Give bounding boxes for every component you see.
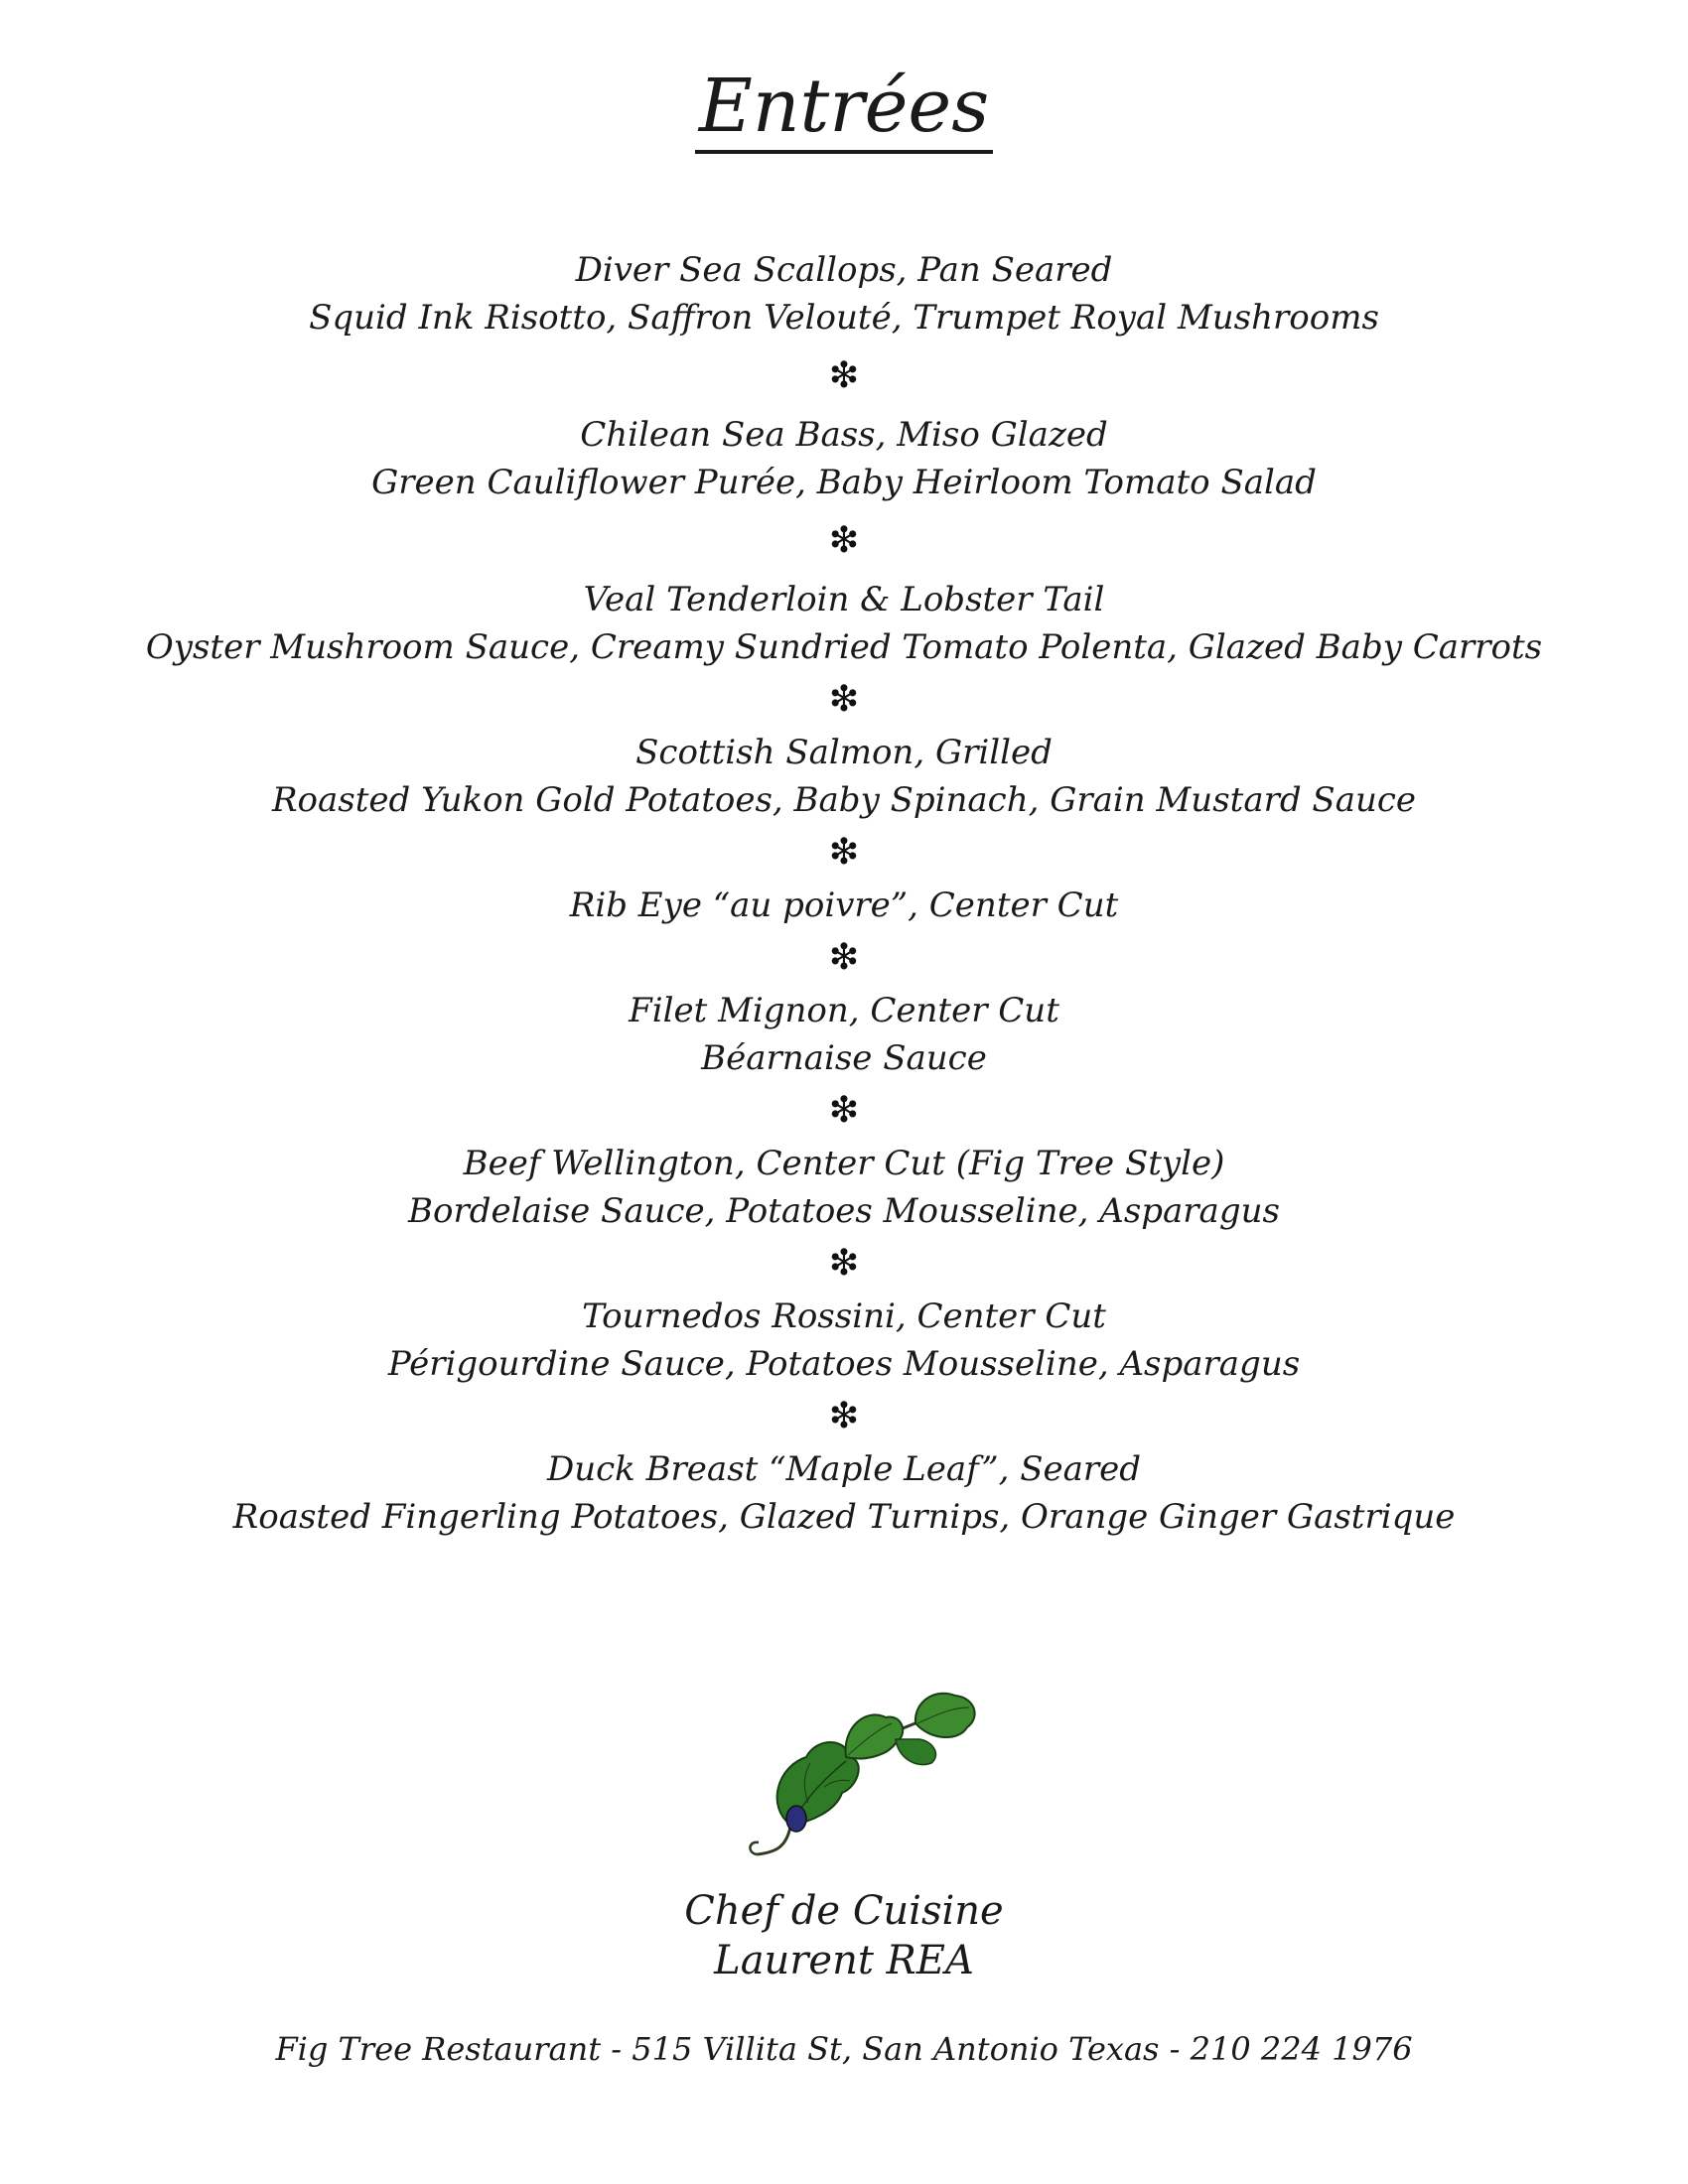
- dish-description: Green Cauliflower Purée, Baby Heirloom Tomato Salad: [371, 463, 1317, 502]
- separator-icon: ❇: [828, 1090, 860, 1131]
- chef-name: Laurent REA: [714, 1938, 974, 1983]
- page-title: Entrées: [0, 62, 1688, 154]
- dish-name: Chilean Sea Bass, Miso Glazed: [580, 415, 1108, 455]
- separator-icon: ❇: [828, 832, 860, 873]
- leaf-right: [915, 1694, 975, 1737]
- separator-icon: ❇: [828, 355, 860, 396]
- menu-item: [0, 729, 1688, 824]
- dish-name: Diver Sea Scallops, Pan Seared: [575, 250, 1113, 290]
- dish-name: Rib Eye “au poivre”, Center Cut: [569, 886, 1119, 925]
- dish-name: Veal Tenderloin & Lobster Tail: [583, 580, 1105, 619]
- dish-description: Périgourdine Sauce, Potatoes Mousseline, Asparagus: [387, 1344, 1301, 1384]
- sprig-curl: [750, 1843, 759, 1854]
- dish-name: Tournedos Rossini, Center Cut: [582, 1297, 1106, 1336]
- leaf-top: [846, 1714, 904, 1758]
- menu-item: [0, 1445, 1688, 1541]
- dish-name: Filet Mignon, Center Cut: [629, 991, 1059, 1030]
- dish-description: Bordelaise Sauce, Potatoes Mousseline, Asparagus: [408, 1191, 1280, 1231]
- chef-signature: [0, 1886, 1688, 1985]
- dish-name: Scottish Salmon, Grilled: [635, 733, 1053, 772]
- separator-icon: ❇: [828, 1396, 860, 1436]
- dish-description: Béarnaise Sauce: [701, 1038, 987, 1078]
- dish-description: Roasted Fingerling Potatoes, Glazed Turnips, Orange Ginger Gastrique: [232, 1497, 1456, 1537]
- menu-item: [0, 1293, 1688, 1388]
- dish-name: Beef Wellington, Center Cut (Fig Tree Style): [463, 1144, 1225, 1183]
- separator-icon: ❇: [828, 679, 860, 720]
- menu-item: [0, 576, 1688, 671]
- separator-icon: ❇: [828, 1243, 860, 1284]
- menu-item: [0, 987, 1688, 1082]
- dish-description: Oyster Mushroom Sauce, Creamy Sundried Tomato Polenta, Glazed Baby Carrots: [145, 627, 1543, 667]
- menu-item: [0, 882, 1688, 929]
- separator-icon: ❇: [828, 937, 860, 978]
- dish-description: Squid Ink Risotto, Saffron Velouté, Trumpet Royal Mushrooms: [309, 298, 1379, 338]
- restaurant-footer: Fig Tree Restaurant - 515 Villita St, San Antonio Texas - 210 224 1976: [275, 2030, 1413, 2068]
- dish-name: Duck Breast “Maple Leaf”, Seared: [546, 1449, 1142, 1489]
- menu-item: [0, 1140, 1688, 1235]
- entree-list: [0, 246, 1688, 1541]
- fig-fruit: [786, 1806, 806, 1832]
- chef-title: Chef de Cuisine: [684, 1888, 1004, 1934]
- fig-sprig-icon: [747, 1678, 985, 1866]
- menu-item: [0, 411, 1688, 506]
- dish-description: Roasted Yukon Gold Potatoes, Baby Spinach, Grain Mustard Sauce: [271, 780, 1417, 820]
- leaf-small: [896, 1739, 935, 1765]
- separator-icon: ❇: [828, 520, 860, 561]
- menu-item: [0, 246, 1688, 341]
